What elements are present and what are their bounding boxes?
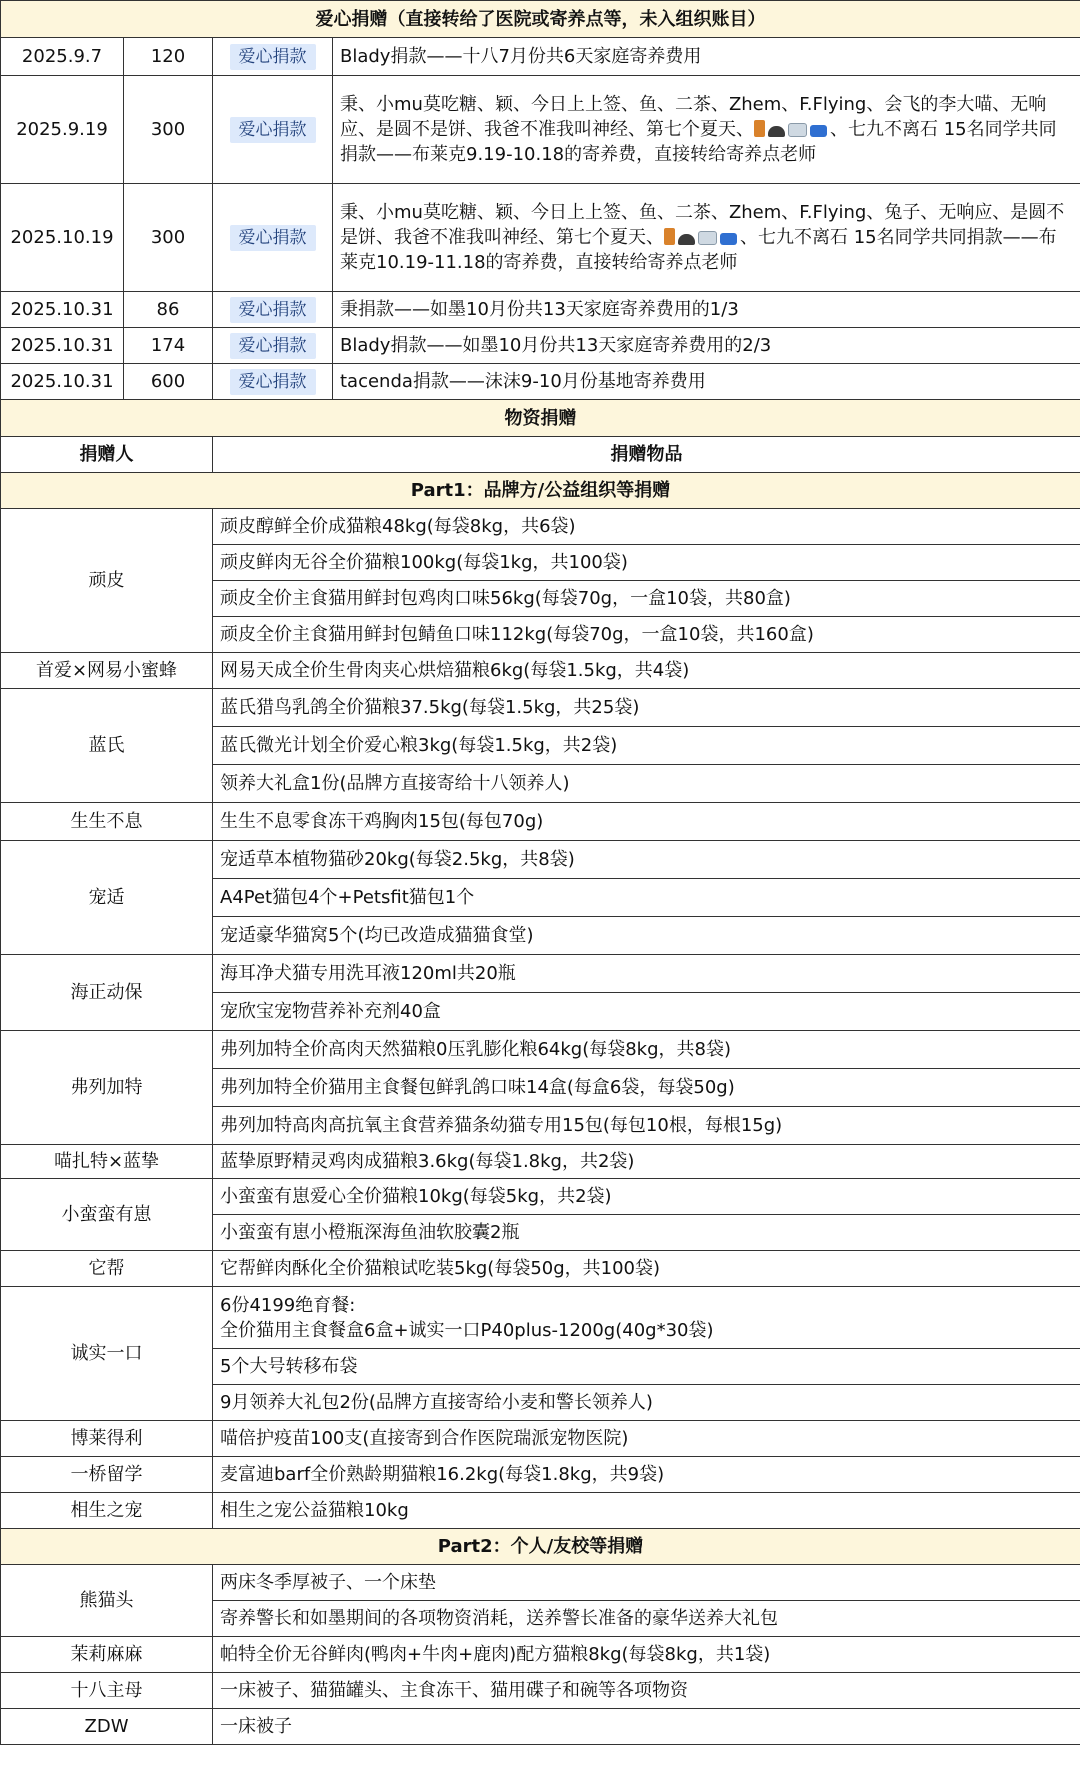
donated-item-text: 宠欣宝宠物营养补充剂40盒 <box>220 1001 441 1022</box>
donation-date: 2025.9.19 <box>1 76 124 184</box>
donation-type-tag: 爱心捐款 <box>230 297 316 323</box>
money-row <box>1 184 1080 292</box>
donor-name: 十八主母 <box>1 1673 213 1709</box>
donated-item-text: 两床冬季厚被子、一个床垫 <box>220 1572 436 1593</box>
donated-item-text: 宠适豪华猫窝5个(均已改造成猫猫食堂) <box>220 925 534 946</box>
donated-item <box>213 917 1080 955</box>
donation-amount: 300 <box>124 76 213 184</box>
donor-name: 它帮 <box>1 1251 213 1287</box>
donor-name: 首爱×网易小蜜蜂 <box>1 653 213 689</box>
donated-item-text: 海耳净犬猫专用洗耳液120ml共20瓶 <box>220 963 516 984</box>
donated-item-text: 5个大号转移布袋 <box>220 1356 358 1377</box>
donated-item <box>213 1215 1080 1251</box>
donated-item-text: 顽皮鲜肉无谷全价猫粮100kg(每袋1kg，共100袋) <box>220 552 628 573</box>
donated-item <box>213 803 1080 841</box>
donor-list-text: 秉、小mu莫吃糖、颖、今日上上签、鱼、二茶、Zhem、F.Flying、会飞的李大喵、无响应、是圆不是饼、我爸不准我叫神经、第七个夏天、 <box>340 94 1047 140</box>
donated-item <box>213 509 1080 545</box>
goods-row <box>1 1251 1080 1287</box>
money-row <box>1 76 1080 184</box>
donation-type-tag: 爱心捐款 <box>230 369 316 395</box>
donated-item-text: 喵倍护疫苗100支(直接寄到合作医院瑞派宠物医院) <box>220 1428 629 1449</box>
money-row <box>1 38 1080 76</box>
donated-item <box>213 653 1080 689</box>
donor-name: 诚实一口 <box>1 1287 213 1421</box>
donation-date: 2025.10.31 <box>1 364 124 400</box>
goods-row <box>1 1673 1080 1709</box>
donor-name: 喵扎特×蓝挚 <box>1 1145 213 1179</box>
door-icon <box>664 228 675 245</box>
donation-date: 2025.9.7 <box>1 38 124 76</box>
donated-item <box>213 1457 1080 1493</box>
donated-item-text: 顽皮醇鲜全价成猫粮48kg(每袋8kg，共6袋) <box>220 516 576 537</box>
goods-row <box>1 689 1080 727</box>
money-row <box>1 364 1080 400</box>
donation-type-tag: 爱心捐款 <box>230 225 316 251</box>
donated-item-text: 蓝挚原野精灵鸡肉成猫粮3.6kg(每袋1.8kg，共2袋) <box>220 1151 635 1172</box>
money-row <box>1 292 1080 328</box>
donated-item <box>213 545 1080 581</box>
donation-date: 2025.10.31 <box>1 292 124 328</box>
donated-item <box>213 1637 1080 1673</box>
donation-purpose-text: 、七九不离石 15名同学共同捐款——布莱克10.19-11.18的寄养费，直接转给寄养点老师 <box>340 227 1057 273</box>
donated-item-text: 弗列加特全价猫用主食餐包鲜乳鸽口味14盒(每盒6袋，每袋50g) <box>220 1077 735 1098</box>
donated-item-text: 宠适草本植物猫砂20kg(每袋2.5kg，共8袋) <box>220 849 575 870</box>
part2-header: Part2：个人/友校等捐赠 <box>1 1529 1080 1565</box>
goods-row <box>1 1457 1080 1493</box>
donation-amount: 174 <box>124 328 213 364</box>
bathtub-icon <box>698 231 717 245</box>
door-icon <box>754 120 765 137</box>
donated-item <box>213 879 1080 917</box>
donation-description: 秉捐款——如墨10月份共13天家庭寄养费用的1/3 <box>333 292 1080 328</box>
donated-item <box>213 727 1080 765</box>
donation-amount: 120 <box>124 38 213 76</box>
donated-item-text: 帕特全价无谷鲜肉(鸭肉+牛肉+鹿肉)配方猫粮8kg(每袋8kg，共1袋) <box>220 1644 771 1665</box>
donated-item <box>213 1421 1080 1457</box>
donated-item <box>213 617 1080 653</box>
donated-item <box>213 1385 1080 1421</box>
donated-item <box>213 1673 1080 1709</box>
donation-date: 2025.10.31 <box>1 328 124 364</box>
donor-name: 弗列加特 <box>1 1031 213 1145</box>
goods-donation-header: 物资捐赠 <box>1 400 1080 437</box>
donation-type-tag: 爱心捐款 <box>230 117 316 143</box>
donated-item-text: 6份4199绝育餐: <box>220 1294 356 1316</box>
money-row <box>1 328 1080 364</box>
donation-amount: 300 <box>124 184 213 292</box>
donated-item-text: 顽皮全价主食猫用鲜封包鸡肉口味56kg(每袋70g，一盒10袋，共80盒) <box>220 588 791 609</box>
donated-item <box>213 1601 1080 1637</box>
donation-description: Blady捐款——十八7月份共6天家庭寄养费用 <box>333 38 1080 76</box>
donated-item-text: 它帮鲜肉酥化全价猫粮试吃装5kg(每袋50g，共100袋) <box>220 1258 661 1279</box>
money-donation-header: 爱心捐赠（直接转给了医院或寄养点等，未入组织账目） <box>1 1 1080 38</box>
donated-item-text: 网易天成全价生骨肉夹心烘焙猫粮6kg(每袋1.5kg，共4袋) <box>220 660 690 681</box>
donated-item <box>213 1493 1080 1529</box>
goods-row <box>1 955 1080 993</box>
goods-row <box>1 1421 1080 1457</box>
part1-header: Part1：品牌方/公益组织等捐赠 <box>1 473 1080 509</box>
donor-name: 宠适 <box>1 841 213 955</box>
donation-purpose-text: 、七九不离石 15名同学共同捐款——布莱克9.19-10.18的寄养费，直接转给寄养点老师 <box>340 119 1057 165</box>
donor-name: 一桥留学 <box>1 1457 213 1493</box>
donated-item-text: 全价猫用主食餐盒6盒+诚实一口P40plus-1200g(40g*30袋) <box>220 1319 714 1341</box>
donated-item-text: 相生之宠公益猫粮10kg <box>220 1500 409 1521</box>
donated-item <box>213 1349 1080 1385</box>
donation-description: Blady捐款——如墨10月份共13天家庭寄养费用的2/3 <box>333 328 1080 364</box>
donation-description <box>333 76 1080 184</box>
donor-column-header: 捐赠人 <box>1 437 213 473</box>
donated-item <box>213 765 1080 803</box>
goods-row <box>1 1179 1080 1215</box>
donated-item <box>213 1031 1080 1069</box>
donor-name: 熊猫头 <box>1 1565 213 1637</box>
goods-row <box>1 653 1080 689</box>
bed-icon <box>720 233 737 245</box>
donor-name: 博莱得利 <box>1 1421 213 1457</box>
cat-icon <box>678 234 695 245</box>
donated-item <box>213 1107 1080 1145</box>
donated-item <box>213 689 1080 727</box>
donated-item <box>213 1069 1080 1107</box>
donor-name: 蓝氏 <box>1 689 213 803</box>
donation-amount: 600 <box>124 364 213 400</box>
donor-name: 海正动保 <box>1 955 213 1031</box>
goods-row <box>1 1145 1080 1179</box>
goods-row <box>1 1709 1080 1745</box>
donor-name: 茉莉麻麻 <box>1 1637 213 1673</box>
donated-item-text: 顽皮全价主食猫用鲜封包鲭鱼口味112kg(每袋70g，一盒10袋，共160盒) <box>220 624 814 645</box>
goods-row <box>1 509 1080 545</box>
cat-icon <box>768 126 785 137</box>
goods-row <box>1 1493 1080 1529</box>
donated-item <box>213 581 1080 617</box>
donated-item <box>213 1565 1080 1601</box>
donation-description: tacenda捐款——沫沫9-10月份基地寄养费用 <box>333 364 1080 400</box>
donation-amount: 86 <box>124 292 213 328</box>
part1-body <box>1 509 1080 1529</box>
donated-item <box>213 1251 1080 1287</box>
bed-icon <box>810 125 827 137</box>
donated-item <box>213 841 1080 879</box>
donated-item-text: 弗列加特全价高肉天然猫粮0压乳膨化粮64kg(每袋8kg，共8袋) <box>220 1039 732 1060</box>
donor-name: 相生之宠 <box>1 1493 213 1529</box>
donated-item <box>213 1179 1080 1215</box>
donation-type-tag: 爱心捐款 <box>230 333 316 359</box>
donated-item <box>213 993 1080 1031</box>
donated-item <box>213 955 1080 993</box>
donated-item-text: 9月领养大礼包2份(品牌方直接寄给小麦和警长领养人) <box>220 1392 653 1413</box>
goods-row <box>1 1637 1080 1673</box>
part2-body <box>1 1565 1080 1745</box>
bathtub-icon <box>788 123 807 137</box>
donated-item-text: 寄养警长和如墨期间的各项物资消耗，送养警长准备的豪华送养大礼包 <box>220 1608 778 1629</box>
donated-item <box>213 1709 1080 1745</box>
goods-row <box>1 1287 1080 1349</box>
donated-item-text: A4Pet猫包4个+Petsfit猫包1个 <box>220 887 475 908</box>
donation-type-tag: 爱心捐款 <box>230 44 316 70</box>
donated-item <box>213 1287 1080 1349</box>
donor-name: 顽皮 <box>1 509 213 653</box>
donated-item-text: 一床被子、猫猫罐头、主食冻干、猫用碟子和碗等各项物资 <box>220 1680 688 1701</box>
donated-item-text: 领养大礼盒1份(品牌方直接寄给十八领养人) <box>220 773 570 794</box>
donor-name: 小蛮蛮有崽 <box>1 1179 213 1251</box>
items-column-header: 捐赠物品 <box>213 437 1080 473</box>
donated-item <box>213 1145 1080 1179</box>
donated-item-text: 小蛮蛮有崽爱心全价猫粮10kg(每袋5kg，共2袋) <box>220 1186 612 1207</box>
donor-list-text: 秉、小mu莫吃糖、颖、今日上上签、鱼、二茶、Zhem、F.Flying、兔子、无响应、是圆不是饼、我爸不准我叫神经、第七个夏天、 <box>340 202 1065 248</box>
goods-row <box>1 1565 1080 1601</box>
donated-item-text: 麦富迪barf全价熟龄期猫粮16.2kg(每袋1.8kg，共9袋) <box>220 1464 665 1485</box>
donor-name: ZDW <box>1 1709 213 1745</box>
goods-row <box>1 803 1080 841</box>
donated-item-text: 弗列加特高肉高抗氧主食营养猫条幼猫专用15包(每包10根，每根15g) <box>220 1115 783 1136</box>
donated-item-text: 一床被子 <box>220 1716 292 1737</box>
donated-item-text: 生生不息零食冻干鸡胸肉15包(每包70g) <box>220 811 544 832</box>
donated-item-text: 蓝氏猎鸟乳鸽全价猫粮37.5kg(每袋1.5kg，共25袋) <box>220 697 640 718</box>
donated-item-text: 蓝氏微光计划全价爱心粮3kg(每袋1.5kg，共2袋) <box>220 735 618 756</box>
goods-row <box>1 841 1080 879</box>
goods-row <box>1 1031 1080 1069</box>
donation-description <box>333 184 1080 292</box>
donor-name: 生生不息 <box>1 803 213 841</box>
donation-date: 2025.10.19 <box>1 184 124 292</box>
donated-item-text: 小蛮蛮有崽小橙瓶深海鱼油软胶囊2瓶 <box>220 1222 520 1243</box>
